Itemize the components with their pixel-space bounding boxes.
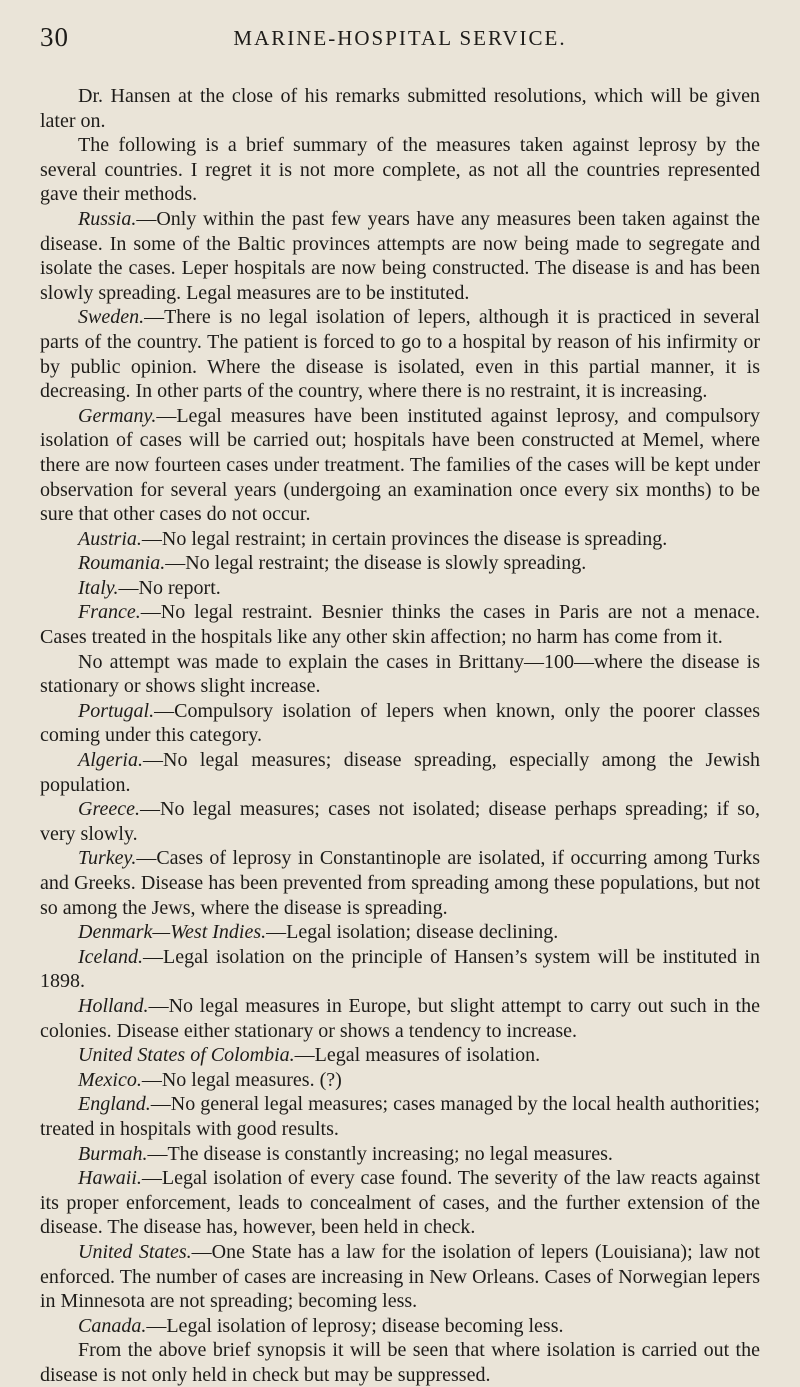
paragraph-colombia <box>40 1043 760 1068</box>
paragraph-text: From the above brief synopsis it will be seen that where isolation is carried out the disease is not only held in check but may be suppressed. <box>40 1339 760 1386</box>
paragraph-sweden <box>40 305 760 403</box>
paragraph-france <box>40 600 760 649</box>
paragraph-text: —No legal measures; cases not isolated; disease perhaps spreading; if so, very slowly. <box>40 798 760 845</box>
paragraph-text: —Legal measures of isolation. <box>294 1044 541 1067</box>
country-lead: Turkey. <box>78 847 137 870</box>
paragraph-text: The following is a brief summary of the measures taken against leprosy by the several countries. I regret it is not more complete, as not all the countries represented gave their methods. <box>40 134 760 206</box>
country-lead: Mexico. <box>78 1068 142 1091</box>
country-lead: Denmark—West Indies. <box>78 921 267 944</box>
paragraph-text: No attempt was made to explain the cases in Brittany—100—where the disease is stationary or shows slight increase. <box>40 650 760 698</box>
paragraph-russia <box>40 207 760 305</box>
country-lead: Canada. <box>78 1314 147 1337</box>
country-lead: Burmah. <box>78 1142 148 1165</box>
paragraph-iceland <box>40 945 760 994</box>
country-lead: Roumania. <box>78 552 166 575</box>
paragraph-turkey <box>40 846 760 920</box>
paragraph-text: —No report. <box>118 576 221 599</box>
paragraph-text: —Only within the past few years have any measures been taken against the disease. In some of the Baltic provinces attempts are now being made to segregate and isolate the cases. Leper hospitals are now being constructed. The disease is and has been slowly spreading. Legal measures are to be instituted. <box>40 207 760 304</box>
paragraph-burmah <box>40 1142 760 1167</box>
paragraph-text: —No general legal measures; cases managed by the local health authorities; treated in hospitals with good results. <box>40 1093 760 1140</box>
paragraph-text: —One State has a law for the isolation of lepers (Louisiana); law not enforced. The number of cases are increasing in New Orleans. Cases of Norwegian lepers in Minnesota are not spreading; becoming less. <box>40 1240 760 1313</box>
paragraph-text: —No legal measures in Europe, but slight attempt to carry out such in the colonies. Disease either stationary or shows a tendency to increase. <box>40 994 760 1042</box>
country-lead: Italy. <box>78 576 119 599</box>
paragraph-text: —No legal restraint. Besnier thinks the cases in Paris are not a menace. Cases treated in the hospitals like any other skin affection; no harm has come from it. <box>40 601 760 649</box>
paragraph-mexico <box>40 1068 760 1093</box>
paragraph-text: —No legal measures; disease spreading, especially among the Jewish population. <box>40 749 760 796</box>
country-lead: United States of Colombia. <box>78 1044 295 1067</box>
paragraph-greece <box>40 797 760 846</box>
paragraph-united-states <box>40 1240 760 1314</box>
country-lead: England. <box>78 1093 151 1116</box>
country-lead: Russia. <box>78 207 137 230</box>
country-lead: Iceland. <box>78 945 143 968</box>
running-head <box>40 10 760 62</box>
paragraph-portugal <box>40 699 760 748</box>
country-lead: Portugal. <box>78 699 155 722</box>
country-lead: Austria. <box>78 527 142 550</box>
country-lead: Hawaii. <box>78 1167 142 1190</box>
page-number: 30 <box>40 22 69 52</box>
country-lead: United States. <box>78 1240 192 1263</box>
paragraph-text: —The disease is constantly increasing; no legal measures. <box>147 1142 613 1165</box>
paragraph-germany <box>40 404 760 527</box>
country-lead: Algeria. <box>78 749 143 772</box>
body-text <box>40 84 760 1387</box>
country-lead: France. <box>78 601 141 624</box>
country-lead: Sweden. <box>78 306 145 329</box>
paragraph-hawaii <box>40 1166 760 1240</box>
paragraph-text: —Legal isolation of every case found. The severity of the law reacts against its proper enforcement, leads to concealment of cases, and the further extension of the disease. The disease has, however, been held in check. <box>40 1167 760 1239</box>
paragraph-text: —No legal restraint; in certain provinces the disease is spreading. <box>141 527 668 550</box>
paragraph-intro <box>40 84 760 133</box>
paragraph-text: —Legal isolation of leprosy; disease becoming less. <box>146 1314 564 1337</box>
country-lead: Greece. <box>78 798 140 821</box>
paragraph-text: —Compulsory isolation of lepers when known, only the poorer classes coming under this category. <box>40 699 760 747</box>
paragraph-denmark <box>40 920 760 945</box>
paragraph-text: —Cases of leprosy in Constantinople are isolated, if occurring among Turks and Greeks. Disease has been prevented from spreading among these populations, but not so among the Jews, where the disease is spreading. <box>40 847 760 919</box>
paragraph-england <box>40 1092 760 1141</box>
paragraph-algeria <box>40 748 760 797</box>
country-lead: Holland. <box>78 994 149 1017</box>
paragraph-conclusion <box>40 1338 760 1387</box>
paragraph-holland <box>40 994 760 1043</box>
paragraph-text: —No legal restraint; the disease is slowly spreading. <box>165 552 587 575</box>
paragraph-text: —Legal measures have been instituted against leprosy, and compulsory isolation of cases will be carried out; hospitals have been constructed at Memel, where there are now fourteen cases under treatment. The families of the cases will be kept under observation for several years (undergoing an examination once every six months) to be sure that other cases do not occur. <box>40 404 760 526</box>
paragraph-brittany <box>40 650 760 699</box>
paragraph-text: —No legal measures. (?) <box>141 1068 342 1091</box>
country-lead: Germany. <box>78 404 157 427</box>
paragraph-austria <box>40 527 760 552</box>
paragraph-roumania <box>40 551 760 576</box>
paragraph-text: Dr. Hansen at the close of his remarks submitted resolutions, which will be given later on. <box>40 85 760 132</box>
paragraph-text: —Legal isolation on the principle of Hansen’s system will be instituted in 1898. <box>40 945 760 993</box>
header-title: MARINE-HOSPITAL SERVICE. <box>233 26 567 50</box>
paragraph-text: —Legal isolation; disease declining. <box>266 921 559 944</box>
paragraph-summary <box>40 133 760 207</box>
paragraph-italy <box>40 576 760 601</box>
paragraph-canada <box>40 1314 760 1339</box>
paragraph-text: —There is no legal isolation of lepers, although it is practiced in several parts of the country. The patient is forced to go to a hospital by reason of his infirmity or by public opinion. Where the disease is isolated, even in this partial manner, it is decreasing. In other parts of the country, where there is no restraint, it is increasing. <box>40 306 760 403</box>
